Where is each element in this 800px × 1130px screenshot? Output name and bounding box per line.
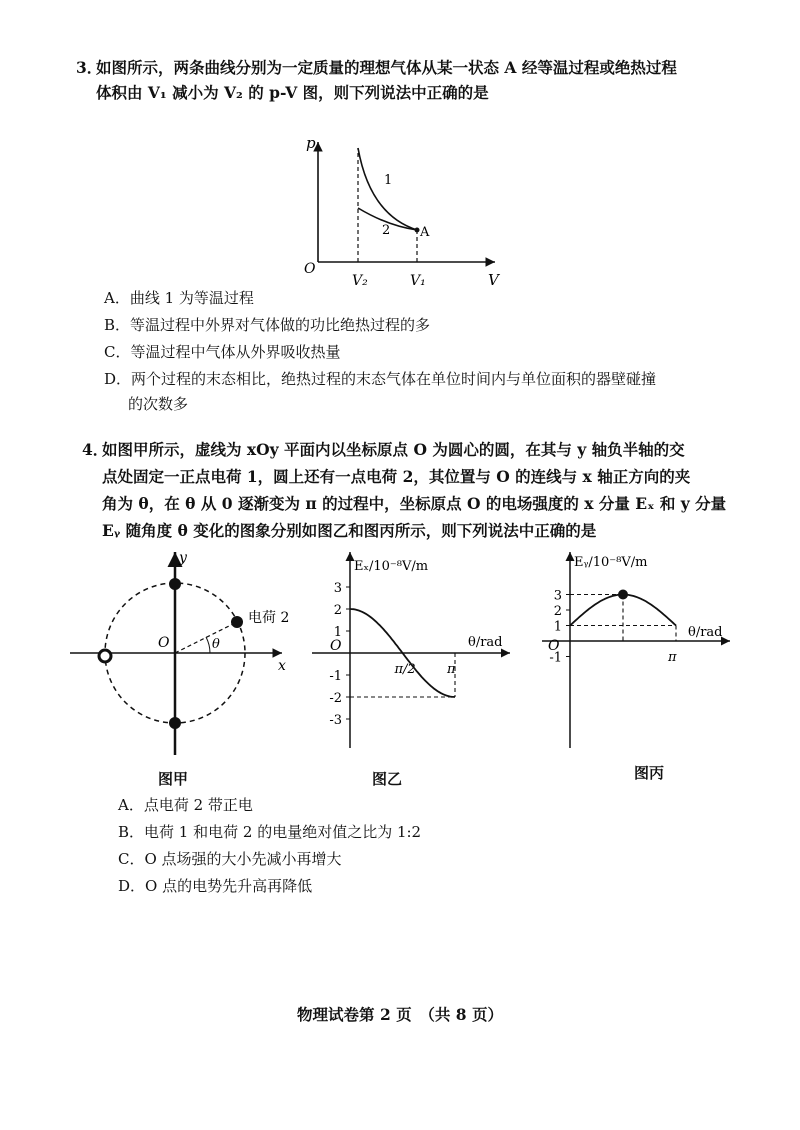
q3-option-d: D．两个过程的末态相比，绝热过程的末态气体在单位时间内与单位面积的器壁碰撞 <box>104 370 657 388</box>
q4-option-b: B．电荷 1 和电荷 2 的电量绝对值之比为 1:2 <box>118 823 422 841</box>
y-tick-label: 3 <box>553 588 562 604</box>
q4-option-a: A．点电荷 2 带正电 <box>118 796 253 814</box>
q3-curve-1 <box>358 148 417 230</box>
y-tick-label: -2 <box>329 691 342 706</box>
x-tick-label: π <box>447 662 456 677</box>
q4-option-c: C．O 点场强的大小先减小再增大 <box>118 850 342 868</box>
q4-caption-c: 图丙 <box>634 764 665 782</box>
y-tick-label: 2 <box>553 604 562 619</box>
chart-c-x-label: θ/rad <box>688 625 723 640</box>
q3-option-b: B．等温过程中外界对气体做的功比绝热过程的多 <box>104 316 431 334</box>
q4-stem-line2: 点处固定一正点电荷 1，圆上还有一点电荷 2，其位置与 O 的连线与 x 轴正方向的夹 <box>102 467 691 486</box>
q4-stem-line1: 如图甲所示，虚线为 xOy 平面内以坐标原点 O 为圆心的圆，在其与 y 轴负半轴的交 <box>102 440 685 459</box>
x-tick-label: π/2 <box>394 662 416 677</box>
chart-b-x-label: θ/rad <box>468 635 503 650</box>
y-tick-label: 1 <box>333 625 342 640</box>
q4-charge2-label: 电荷 2 <box>248 610 290 626</box>
chart-c-y-label: Eᵧ/10⁻⁸V/m <box>574 555 648 570</box>
q4-y-label: y <box>179 550 187 566</box>
q4-figure-b-chart <box>300 540 515 755</box>
q3-v1-label: V₁ <box>410 273 426 289</box>
chart-b-origin: O <box>330 638 342 654</box>
q3-option-d-cont: 的次数多 <box>128 395 189 413</box>
y-tick-label: -3 <box>329 713 342 728</box>
chart-c-origin: O <box>548 638 560 654</box>
x-tick-label: π <box>668 650 677 665</box>
y-tick-label: 3 <box>333 581 342 596</box>
q4-angle-label: θ <box>212 637 220 652</box>
chart-b-y-label: Eₓ/10⁻⁸V/m <box>354 559 429 574</box>
q3-pv-diagram <box>300 130 510 295</box>
page-footer: 物理试卷第 2 页 （共 8 页） <box>297 1005 503 1024</box>
q3-v2-label: V₂ <box>352 273 368 289</box>
q3-number: 3． <box>76 58 103 77</box>
q4-stem-line3: 角为 θ，在 θ 从 0 逐渐变为 π 的过程中，坐标原点 O 的电场强度的 x 分量 Eₓ 和 y 分量 <box>102 494 727 513</box>
q3-x-label: V <box>488 271 499 289</box>
q4-figure-c-chart <box>530 540 735 755</box>
q4-charge-2 <box>231 616 243 628</box>
q4-caption-b: 图乙 <box>372 770 403 788</box>
q4-stem-line4: Eᵧ 随角度 θ 变化的图象分别如图乙和图丙所示，则下列说法中正确的是 <box>102 521 597 540</box>
q4-angle-arc <box>206 637 210 653</box>
q3-y-label: p <box>306 134 316 152</box>
q4-caption-a: 图甲 <box>158 770 189 788</box>
q3-curve2-label: 2 <box>382 223 391 238</box>
y-tick-label: -1 <box>549 650 562 666</box>
y-tick-label: 1 <box>553 619 562 635</box>
q4-left-point <box>99 650 111 662</box>
q4-x-label: x <box>278 658 286 674</box>
q4-number: 4． <box>82 440 109 459</box>
q3-origin: O <box>304 261 316 277</box>
q4-charge-1 <box>169 717 181 729</box>
q3-stem-line2: 体积由 V₁ 减小为 V₂ 的 p-V 图，则下列说法中正确的是 <box>96 83 489 102</box>
q4-top-point <box>169 578 181 590</box>
q3-point-label: A <box>420 225 430 240</box>
q4-origin: O <box>158 635 170 651</box>
q4-option-d: D．O 点的电势先升高再降低 <box>118 877 313 895</box>
y-tick-label: -1 <box>329 669 342 684</box>
q3-curve1-label: 1 <box>384 173 393 188</box>
q3-stem-line1: 如图所示，两条曲线分别为一定质量的理想气体从某一状态 A 经等温过程或绝热过程 <box>96 58 677 77</box>
q3-point-a <box>415 228 420 233</box>
q4-figure-a <box>60 540 300 765</box>
y-tick-label: 2 <box>333 603 342 618</box>
q3-option-a: A．曲线 1 为等温过程 <box>104 289 254 307</box>
q3-option-c: C．等温过程中气体从外界吸收热量 <box>104 343 341 361</box>
